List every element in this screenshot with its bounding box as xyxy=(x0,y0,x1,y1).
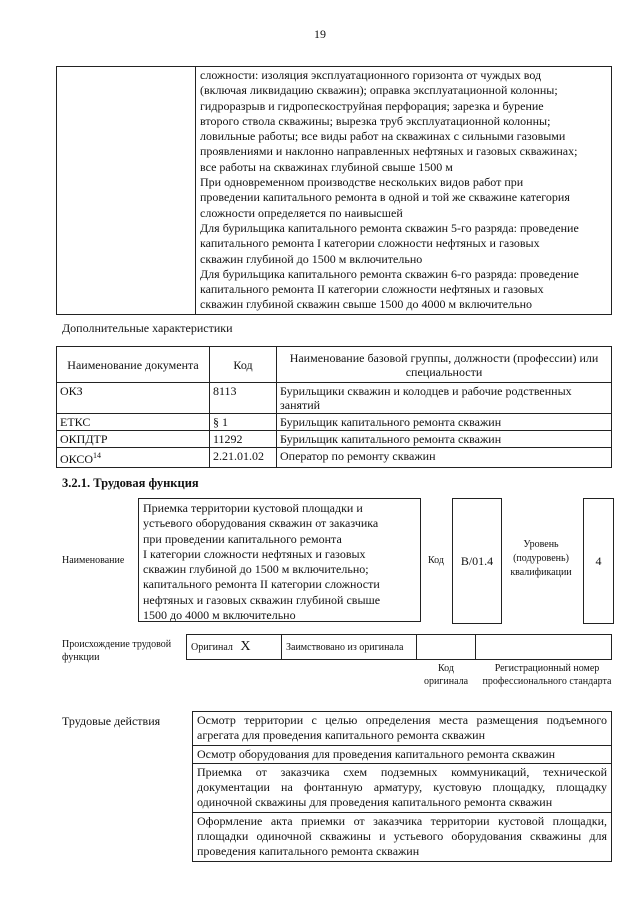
function-code: B/01.4 xyxy=(452,498,502,624)
header-code: Код xyxy=(210,347,277,383)
function-name-line: при проведении капитального ремонта xyxy=(143,531,342,546)
code-original-cell xyxy=(417,635,476,660)
header-document: Наименование документа xyxy=(57,347,210,383)
original-label: Оригинал xyxy=(191,642,233,653)
function-name-line: скважин глубиной до 1500 м включительно; xyxy=(143,562,369,577)
continuation-line: Для бурильщика капитального ремонта скважин 5-го разряда: проведение xyxy=(200,220,579,235)
header-group-name: Наименование базовой группы, должности (профессии) или специальности xyxy=(277,347,612,383)
continuation-line: сложности определяется по наивысшей xyxy=(200,205,403,220)
continuation-line: второго ствола скважины; вырезка труб эксплуатационной колонны; xyxy=(200,113,551,128)
origin-table xyxy=(186,634,612,660)
actions-label: Трудовые действия xyxy=(56,712,193,862)
row-name: Бурильщик капитального ремонта скважин xyxy=(277,414,612,431)
row-doc: ОКПДТР xyxy=(57,431,210,448)
action-item: Приемка от заказчика схем подземных коммуникаций, технической документации на фонтанную арматуру, кустовую площадку, площадку одиночной скважины для проведения капитального ремонта скважин xyxy=(193,763,612,812)
continuation-line: Для бурильщика капитального ремонта скважин 6-го разряда: проведение xyxy=(200,266,579,281)
reg-number-cell xyxy=(476,635,612,660)
continuation-line: (включая ликвидацию скважин); оправка эксплуатационной колонны; xyxy=(200,83,558,98)
continuation-text-cell xyxy=(196,67,612,315)
original-mark: X xyxy=(240,639,251,654)
code-original-label: Код оригинала xyxy=(423,663,469,687)
additional-table xyxy=(56,346,612,468)
continuation-line: гидроразрыв и гидропескоструйная перфорация; зарезка и бурение xyxy=(200,98,544,113)
row-code: 2.21.01.02 xyxy=(210,448,277,468)
function-name-line: нефтяных и газовых скважин глубиной свыше xyxy=(143,592,381,607)
action-item: Осмотр территории с целью определения места размещения подъемного агрегата для проведения капитального ремонта скважин xyxy=(193,712,612,746)
function-name-line: 1500 до 4000 м включительно xyxy=(143,608,296,623)
continuation-line: скважин глубиной скважин свыше 1500 до 4000 м включительно xyxy=(200,297,532,312)
reg-number-label: Регистрационный номер профессионального стандарта xyxy=(482,663,612,687)
origin-label: Происхождение трудовой функции xyxy=(62,639,172,663)
continuation-line: При одновременном производстве нескольких видов работ при xyxy=(200,175,524,190)
function-name-box xyxy=(138,498,421,622)
qualification-level: 4 xyxy=(583,498,614,624)
function-name-line: Приемка территории кустовой площадки и xyxy=(143,501,363,515)
continuation-line: скважин глубиной до 1500 м включительно xyxy=(200,251,423,266)
row-name: Оператор по ремонту скважин xyxy=(277,448,612,468)
original-cell xyxy=(187,635,282,660)
row-code: § 1 xyxy=(210,414,277,431)
row-code: 8113 xyxy=(210,383,277,414)
action-item: Оформление акта приемки от заказчика территории кустовой площадки, площадки одиночной скважины и устьевого оборудования скважины для проведения капитального ремонта скважин xyxy=(193,812,612,861)
code-label: Код xyxy=(428,555,444,566)
continuation-line: проведении капитального ремонта в одной и той же скважине категория xyxy=(200,190,570,205)
continuation-empty-cell xyxy=(57,67,196,315)
page-number: 19 xyxy=(314,27,326,41)
section-heading: 3.2.1. Трудовая функция xyxy=(62,476,199,490)
row-name: Бурильщики скважин и колодцев и рабочие родственных занятий xyxy=(277,383,612,414)
row-doc: ЕТКС xyxy=(57,414,210,431)
continuation-line: капитального ремонта I категории сложности нефтяных и газовых xyxy=(200,236,540,251)
row-code: 11292 xyxy=(210,431,277,448)
row-doc-cell xyxy=(57,448,210,468)
actions-table xyxy=(56,711,612,862)
row-name: Бурильщик капитального ремонта скважин xyxy=(277,431,612,448)
action-item: Осмотр оборудования для проведения капитального ремонта скважин xyxy=(193,745,612,763)
function-name-line: устьевого оборудования скважин от заказчика xyxy=(143,516,379,531)
continuation-line: проявлениями и наклонно направленных нефтяных и газовых скважинах; xyxy=(200,144,578,159)
continuation-line: все работы на скважинах глубиной свыше 1500 м xyxy=(200,159,453,174)
footnote-mark: 14 xyxy=(93,451,102,460)
row-doc: ОКСО xyxy=(60,452,94,466)
continuation-table xyxy=(56,66,612,315)
continuation-line: ловильные работы; все виды работ на скважинах с сильными газовыми xyxy=(200,129,566,144)
borrowed-label: Заимствовано из оригинала xyxy=(282,635,417,660)
continuation-line: сложности: изоляция эксплуатационного горизонта от чуждых вод xyxy=(200,68,542,82)
function-name-line: I категории сложности нефтяных и газовых xyxy=(143,546,366,561)
continuation-line: капитального ремонта II категории сложности нефтяных и газовых xyxy=(200,282,544,297)
row-doc: ОКЗ xyxy=(57,383,210,414)
level-label: Уровень (подуровень) квалификации xyxy=(510,539,572,578)
additional-title: Дополнительные характеристики xyxy=(62,321,233,335)
function-name-line: капитального ремонта II категории сложности xyxy=(143,577,380,592)
name-label: Наименование xyxy=(62,555,125,566)
